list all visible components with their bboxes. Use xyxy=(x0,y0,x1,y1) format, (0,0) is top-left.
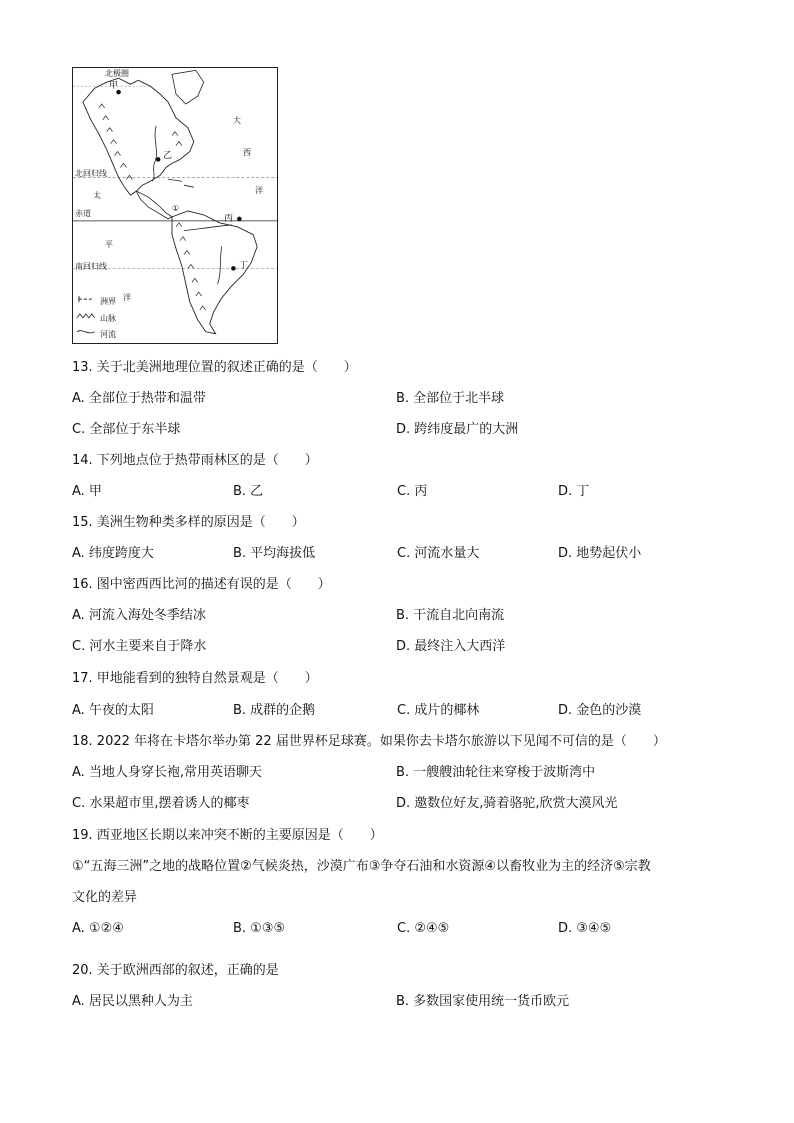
atlantic-char-2: 西 xyxy=(243,148,251,157)
q15-option-d: D. 地势起伏小 xyxy=(558,546,642,561)
atlantic-char-1: 大 xyxy=(233,116,241,125)
arctic-circle-label: 北极圈 xyxy=(105,69,129,78)
q15-option-a: A. 纬度跨度大 xyxy=(72,546,154,561)
question-19-body-line-1: ①“五海三洲”之地的战略位置②气候炎热，沙漠广布③争夺石油和水资源④以畜牧业为主的经济⑤宗教 xyxy=(72,859,651,874)
andes-mountains xyxy=(176,223,206,310)
pacific-char-2: 平 xyxy=(105,240,113,249)
q16-option-c: C. 河水主要来自于降水 xyxy=(72,639,207,654)
rocky-mountains xyxy=(99,104,133,179)
q20-option-a: A. 居民以黑种人为主 xyxy=(72,994,193,1009)
question-19-body-line-2: 文化的差异 xyxy=(72,890,138,905)
q18-option-d: D. 邀数位好友,骑着骆驼,欣赏大漠风光 xyxy=(396,796,618,811)
q13-option-d: D. 跨纬度最广的大洲 xyxy=(396,422,519,437)
q14-option-b: B. 乙 xyxy=(233,484,264,499)
q19-option-b: B. ①③⑤ xyxy=(233,921,286,936)
q16-option-a: A. 河流入海处冬季结冰 xyxy=(72,608,206,623)
pacific-char-3: 洋 xyxy=(123,293,131,302)
tropic-capricorn-label: 南回归线 xyxy=(75,262,107,271)
atlantic-char-3: 洋 xyxy=(255,186,263,195)
q16-option-d: D. 最终注入大西洋 xyxy=(396,639,506,654)
legend-mountain-symbol xyxy=(77,314,95,318)
question-15-stem: 15. 美洲生物种类多样的原因是（ ） xyxy=(72,515,305,530)
pacific-char-1: 太 xyxy=(93,191,101,200)
q19-option-c: C. ②④⑤ xyxy=(397,921,450,936)
q19-option-d: D. ③④⑤ xyxy=(558,921,612,936)
tropic-cancer-label: 北回归线 xyxy=(75,169,107,178)
legend-river-symbol xyxy=(77,331,95,333)
point-yi-label: 乙 xyxy=(163,151,173,161)
point-bing-dot xyxy=(237,217,242,222)
point-bing-label: 丙 xyxy=(224,214,234,224)
question-19-stem: 19. 西亚地区长期以来冲突不断的主要原因是（ ） xyxy=(72,828,383,843)
question-17-stem: 17. 甲地能看到的独特自然景观是（ ） xyxy=(72,671,318,686)
q17-option-c: C. 成片的椰林 xyxy=(397,703,480,718)
q17-option-b: B. 成群的企鹅 xyxy=(233,703,316,718)
question-16-stem: 16. 图中密西西比河的描述有误的是（ ） xyxy=(72,577,331,592)
point-ding-dot xyxy=(231,266,236,271)
question-20-stem: 20. 关于欧洲西部的叙述，正确的是 xyxy=(72,963,279,978)
question-14-stem: 14. 下列地点位于热带雨林区的是（ ） xyxy=(72,453,318,468)
parana-river xyxy=(218,247,222,285)
equator-label: 赤道 xyxy=(75,209,91,218)
q18-option-b: B. 一艘艘油轮往来穿梭于波斯湾中 xyxy=(396,765,596,780)
q17-option-a: A. 午夜的太阳 xyxy=(72,703,154,718)
circle-one-label: ① xyxy=(172,204,180,213)
q14-option-a: A. 甲 xyxy=(72,484,102,499)
q13-option-c: C. 全部位于东半球 xyxy=(72,422,181,437)
mississippi-river xyxy=(152,126,156,181)
americas-map xyxy=(72,67,278,344)
q18-option-c: C. 水果超市里,摆着诱人的椰枣 xyxy=(72,796,250,811)
q20-option-b: B. 多数国家使用统一货币欧元 xyxy=(396,994,570,1009)
q14-option-d: D. 丁 xyxy=(558,484,590,499)
point-ding-label: 丁 xyxy=(239,261,249,271)
appalachian-mountains xyxy=(172,132,182,146)
point-yi-dot xyxy=(156,157,161,162)
amazon-river xyxy=(184,225,232,231)
greenland-shape xyxy=(172,70,204,104)
question-13-stem: 13. 关于北美洲地理位置的叙述正确的是（ ） xyxy=(72,360,357,375)
legend-boundary-label: 洲界 xyxy=(100,297,116,306)
central-america-shape xyxy=(136,191,172,219)
question-18-stem: 18. 2022 年将在卡塔尔举办第 22 届世界杯足球赛。如果你去卡塔尔旅游以下见闻不可信的是（ ） xyxy=(72,734,666,749)
q15-option-b: B. 平均海拔低 xyxy=(233,546,316,561)
q13-option-a: A. 全部位于热带和温带 xyxy=(72,391,206,406)
q15-option-c: C. 河流水量大 xyxy=(397,546,480,561)
q14-option-c: C. 丙 xyxy=(397,484,428,499)
point-jia-label: 甲 xyxy=(109,81,119,91)
legend-river-label: 河流 xyxy=(100,330,116,339)
q18-option-a: A. 当地人身穿长袍,常用英语聊天 xyxy=(72,765,263,780)
q16-option-b: B. 干流自北向南流 xyxy=(396,608,505,623)
q17-option-d: D. 金色的沙漠 xyxy=(558,703,642,718)
south-america-shape xyxy=(172,211,257,334)
caribbean-islands-shape xyxy=(168,179,194,187)
q19-option-a: A. ①②④ xyxy=(72,921,124,936)
legend-mountain-label: 山脉 xyxy=(100,314,116,323)
q13-option-b: B. 全部位于北半球 xyxy=(396,391,505,406)
